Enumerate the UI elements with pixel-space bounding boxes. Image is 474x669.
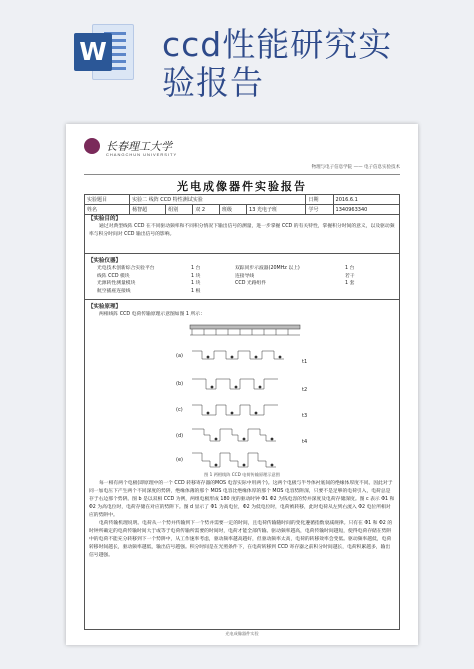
list-item xyxy=(97,280,395,288)
section-heading: 【实验原理】 xyxy=(88,304,122,310)
equipment-name: 光源转性测量模块 xyxy=(97,281,136,287)
table-cell: 姓名 xyxy=(85,205,130,215)
diagram-label: (b) xyxy=(176,381,184,387)
table-row xyxy=(85,195,400,205)
college-name: 物理与电子信息学院 —— 电子信息实验技术 xyxy=(311,165,400,170)
purpose-text: 通过对典型线阵 CCD 在不同驱动频率和不同积分情况下输出信号的测量，进一步掌握 CCD 的有关特性，掌握积分时间的意义，以及驱动频率与积分时间对 CCD 输出信号的影响。 xyxy=(89,224,395,237)
university-emblem-icon xyxy=(84,138,100,154)
principle-intro: 两相线阵 CCD 电荷传输原理示意图如图 1 所示： xyxy=(99,312,205,317)
word-letter-icon: W xyxy=(74,33,112,71)
title-line-2: 验报告 xyxy=(162,63,264,102)
principle-section xyxy=(84,300,400,630)
equipment-name: 航空插座连接线 xyxy=(97,288,131,294)
report-page-preview[interactable] xyxy=(66,124,418,645)
table-cell: 实验题目 xyxy=(85,195,130,205)
document-title xyxy=(162,26,392,102)
equipment-name: CCD 光路组件 xyxy=(235,281,267,287)
diagram-label: t1 xyxy=(302,359,308,365)
table-cell: 2016.6.1 xyxy=(333,195,399,205)
equipment-qty: 若干 xyxy=(345,273,355,279)
principle-paragraph-2: 电荷传输机理说明。电荷从一个势并传输到下一个势并需要一定的时间，且电荷传输随时间的变化遵循指数衰减规律。只有在 Φ1 和 Φ2 的时钟所确定的电荷传输时间大于或等于电荷传输所需要的时间时，电荷才能全部传输。驱动频率越高，电荷传输时间越短，使得电荷存储在势阱中的电荷不能充分转移到下一个势阱中，从工作速率考虑，驱动频率越高越好，但驱动频率太高，电荷的转移效率会变低。驱动频率越低，电荷转移时间越长，驱动频率越低，输出信号越强。积分时间是在光照条件下，在电荷转移到 CCD 寄存器之前积分时间越长，电荷积累越多，输出信号越强。 xyxy=(89,521,393,558)
section-heading: 【实验目的】 xyxy=(88,216,122,222)
equipment-qty: 1 块 xyxy=(191,273,201,279)
equipment-name: 连接导线 xyxy=(235,273,255,279)
diagram-label: (d) xyxy=(176,433,184,439)
equipment-name: 光电技术创新综合实验平台 xyxy=(97,266,155,271)
diagram-label: (e) xyxy=(176,457,183,463)
section-heading: 【实验仪器】 xyxy=(88,258,122,264)
table-cell: 实验二 线阵 CCD 特性测试实验 xyxy=(130,195,306,205)
equipment-qty: 1 套 xyxy=(345,281,355,287)
diagram-label: t3 xyxy=(302,413,308,419)
diagram-label: t2 xyxy=(302,387,308,393)
table-cell: 组别 xyxy=(166,205,193,215)
list-item xyxy=(97,265,395,273)
table-cell: 13 光电子班 xyxy=(247,205,306,215)
diagram-label: (c) xyxy=(176,407,183,413)
equipment-qty: 1 块 xyxy=(191,281,201,287)
equipment-qty: 1 根 xyxy=(191,288,201,294)
word-app-icon xyxy=(74,22,132,80)
equipment-section xyxy=(84,254,400,300)
table-cell: 杨智超 xyxy=(130,205,166,215)
university-name: 长春理工大学 xyxy=(106,140,172,153)
diagram-label: t4 xyxy=(302,439,308,445)
principle-paragraph-1: 每一相有两个电极(即原理中的一个 CCD 转移寄存器的MOS 电容实际中用两个)。这两个电极与半导体衬底间的绝缘体厚度不同。因此对于同一加电压下产生两个不同深度的势阱，绝缘体薄的那个 MOS 电容比绝缘体厚的那个 MOS 电容势阱深，只要不是足够的电荷引入，电荷总是存于右边那个势阱。图 b 是以双相 CCD 为例，两组电极形成 180 度的驱动时钟 Φ1 Φ2 为钱电容的势并深度及电荷存储深度。图 c 表示 Φ1 和 Φ2 为高电位时，电荷存储在对应的势阱下。图 d 显示了 Φ1 为高电位，Φ2 为低电位时，电荷被转移，此时电荷从左到右流入 Φ2 电位所相对应的势阱中。 xyxy=(89,481,395,518)
ccd-transfer-diagram xyxy=(172,321,312,471)
university-name-en: CHANGCHUN UNIVERSITY xyxy=(106,152,178,157)
table-cell: 1340963340 xyxy=(333,205,399,215)
equipment-name: 双踪同步示波器(20MHz 以上) xyxy=(235,266,300,271)
table-cell: 双 2 xyxy=(193,205,220,215)
page-footer: 光电成像器件实验 xyxy=(225,631,259,636)
list-item xyxy=(97,288,395,296)
equipment-qty: 1 台 xyxy=(191,266,201,271)
table-cell: 班级 xyxy=(219,205,246,215)
diagram-svg xyxy=(172,321,312,471)
title-line-1: ccd性能研究实 xyxy=(162,25,393,64)
diagram-label: (a) xyxy=(176,353,183,359)
purpose-section xyxy=(84,212,400,254)
table-cell: 学号 xyxy=(306,205,333,215)
equipment-name: 线阵 CCD 模块 xyxy=(97,273,130,279)
list-item xyxy=(97,273,395,281)
equipment-qty: 1 台 xyxy=(345,266,355,271)
table-cell: 日期 xyxy=(306,195,333,205)
letterhead xyxy=(84,134,400,175)
figure-caption: 图 1 两相线阵 CCD 电荷传输原理示意图 xyxy=(204,472,280,477)
report-title: 光电成像器件实验报告 xyxy=(177,180,307,193)
equipment-list xyxy=(97,265,395,295)
